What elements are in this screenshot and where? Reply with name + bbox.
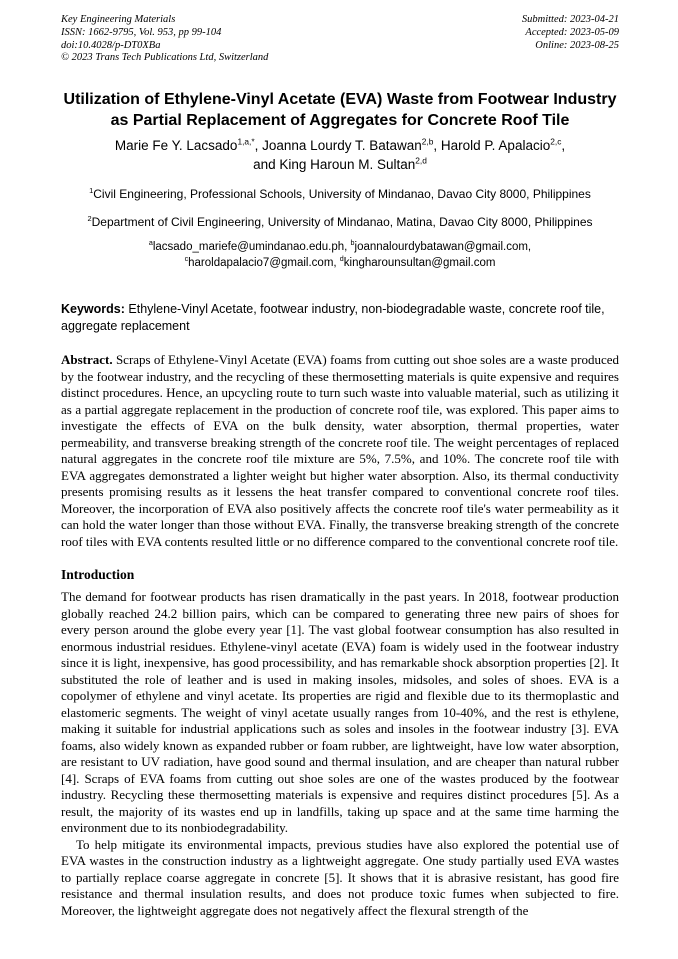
author-emails (61, 240, 619, 271)
email-marker: c (184, 255, 189, 264)
abstract-text: Scraps of Ethylene-Vinyl Acetate (EVA) foams from cutting out shoe soles are a waste produced by the footwear industry, and the recycling of these thermosetting materials is quite expensive and requires distinct procedures. Hence, an upcycling route to turn such waste into valuable material, such as utilizing it as a partial aggregate replacement in the production of concrete roof tile, was explored. This paper aims to investigate the effects of EVA on the bulk density, water absorption, thermal properties, water permeability, and transverse breaking strength of the concrete roof tile. The weight percentages of replaced natural aggregates in the concrete roof tile mixture are 5%, 7.5%, and 10%. The concrete roof tile with EVA aggregates demonstrated a lighter weight but higher water absorption. Also, its thermal conductivity presents promising results as it lessens the heat transfer compared to conventional concrete roof tiles. Moreover, the incorporation of EVA also positively affects the concrete roof tile's water permeability as it can hold the water longer than those without EVA. Finally, the transverse breaking strength of the concrete roof tiles with EVA contents resulted little or no difference compared to the conventional concrete roof tile. (61, 352, 619, 549)
author-affiliation-marker: 2,c (550, 136, 562, 147)
email-address: joannalourdybatawan@gmail.com, (354, 241, 532, 254)
affiliation-2 (61, 215, 619, 231)
email-marker: a (148, 239, 153, 248)
affiliation-text: Civil Engineering, Professional Schools, University of Mindanao, Davao City 8000, Philippines (93, 187, 591, 202)
affiliation-1 (61, 187, 619, 203)
email-address: kingharounsultan@gmail.com (343, 256, 496, 269)
affiliation-text: Department of Civil Engineering, University of Mindanao, Matina, Davao City 8000, Philippines (91, 214, 593, 229)
journal-info (61, 14, 268, 65)
journal-name: Key Engineering Materials (61, 14, 176, 25)
keywords-block (61, 301, 619, 335)
author-affiliation-marker: 2,d (415, 155, 427, 166)
paper-title: Utilization of Ethylene-Vinyl Acetate (EVA) Waste from Footwear Industry as Partial Replacement of Aggregates for Concrete Roof Tile (63, 91, 617, 130)
author-name: Marie Fe Y. Lacsado (114, 138, 238, 154)
date-online: Online: 2023-08-25 (535, 39, 619, 51)
keywords-text: Ethylene-Vinyl Acetate, footwear industry, non-biodegradable waste, concrete roof tile, aggregate replacement (61, 302, 605, 334)
author-separator: , (561, 138, 566, 154)
author-affiliation-marker: 2,b (421, 136, 434, 147)
author-name: , Harold P. Apalacio (433, 138, 551, 154)
author-affiliation-marker: 1,a,* (237, 136, 255, 147)
authors-line (61, 137, 619, 175)
date-accepted: Accepted: 2023-05-09 (525, 26, 619, 38)
section-heading-introduction: Introduction (61, 567, 135, 583)
journal-copyright: © 2023 Trans Tech Publications Ltd, Switzerland (61, 52, 269, 64)
affiliation-marker: 1 (89, 186, 94, 196)
author-name: , Joanna Lourdy T. Batawan (254, 138, 422, 154)
email-marker: b (350, 239, 355, 248)
journal-issn-volume: ISSN: 1662-9795, Vol. 953, pp 99-104 (61, 26, 222, 38)
keywords-label: Keywords: (61, 302, 125, 317)
journal-header (61, 14, 619, 65)
affiliation-marker: 2 (87, 213, 92, 223)
introduction-paragraph-2: To help mitigate its environmental impacts, previous studies have also explored the potential use of EVA wastes in the construction industry as a lightweight aggregate. One study partially used EVA wastes to partially replace coarse aggregate in concrete [5]. It shows that it is abrasive resistant, has good fire resistance and thermal insulation results, and does not produce toxic fumes when subjected to fire. Moreover, the lightweight aggregate does not negatively affect the flexural strength of the (61, 836, 619, 918)
email-marker: d (339, 255, 344, 264)
author-name: and King Haroun M. Sultan (253, 157, 416, 173)
abstract-block (61, 352, 619, 550)
email-address: lacsado_mariefe@umindanao.edu.ph, (152, 241, 351, 254)
email-address: haroldapalacio7@gmail.com, (188, 256, 340, 269)
abstract-label: Abstract. (61, 352, 113, 368)
journal-doi: doi:10.4028/p-DT0XBa (61, 39, 161, 51)
submission-dates (522, 14, 619, 65)
date-submitted: Submitted: 2023-04-21 (521, 14, 619, 25)
introduction-paragraph-1: The demand for footwear products has risen dramatically in the past years. In 2018, footwear production globally reached 24.2 billion pairs, which can be compared to generating three new pairs of shoes for every person around the globe every year [1]. The vast global footwear consumption has also resulted in enormous industrial residues. Ethylene-vinyl acetate (EVA) foam is widely used in the footwear industry since it is light, inexpensive, has good processibility, and has remarkable shock absorption properties [2]. It substituted the role of leather and is used in making insoles, midsoles, and soles of shoes. EVA is a copolymer of ethylene and vinyl acetate. Its properties are rigid and flexible due to its thermoplastic and elastomeric segments. The weight of vinyl acetate usually ranges from 10-40%, and the rest is ethylene, making it suitable for industrial applications such as soles and insoles in the footwear industry [3]. EVA foams, also widely known as expanded rubber or foam rubber, are lightweight, have low water absorption, are resistant to UV radiation, have good sound and thermal insulation, and are cheaper than natural rubber [4]. Scraps of EVA foams from cutting out shoe soles are one of the wastes produced by the footwear industry. Recycling these thermosetting materials is expensive and requires distinct procedures [5]. As a result, the majority of its wastes end up in landfills, taking up space and at the same time harming the environment due to its nonbiodegradability. (61, 589, 619, 836)
